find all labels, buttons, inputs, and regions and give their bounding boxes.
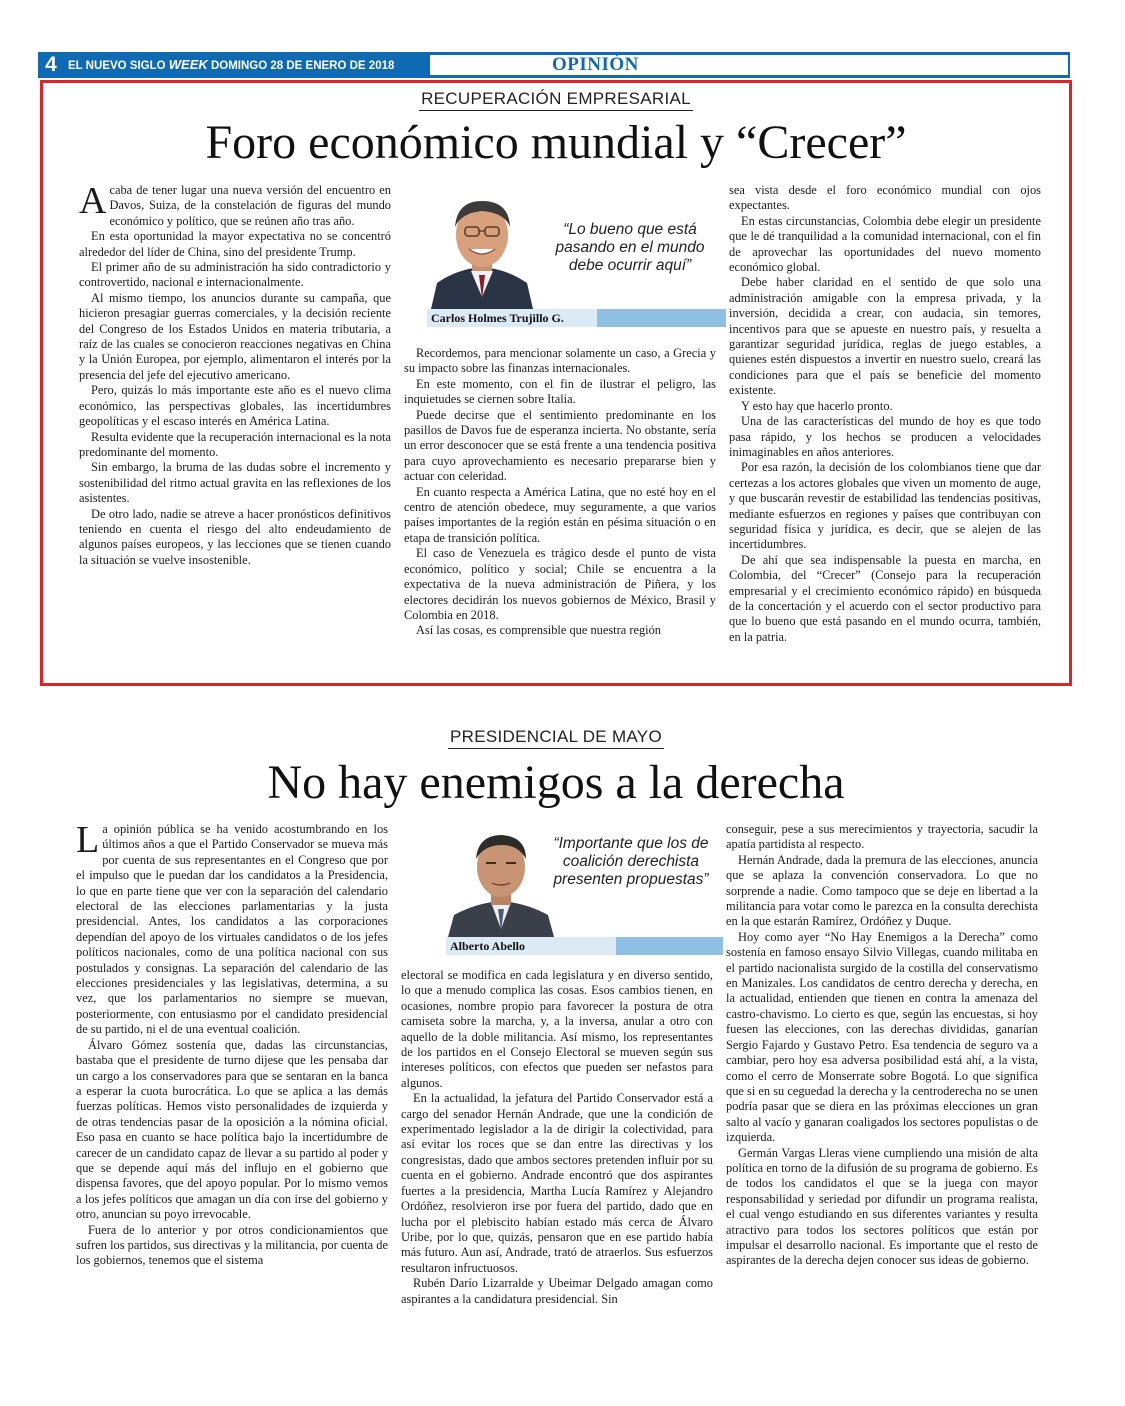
article-foro-economico bbox=[40, 80, 1072, 686]
pull-quote: “Lo bueno que está pasando en el mundo debe ocurrir aquí” bbox=[555, 221, 705, 274]
paragraph: Hernán Andrade, dada la premura de las elecciones, anuncia que se aplaza la convención conservadora. Lo que no sorprende a nadie. Como tampoco que se deje en libertad a la militancia para votar como le parezca en la consulta derechista en la que estarán Ramírez, Ordóñez y Duque. bbox=[726, 852, 1038, 929]
paragraph: La opinión pública se ha venido acostumbrando en los últimos años a que el Partido Conservador se mueva más por cuenta de sus representantes en el Congreso que por el impulso que le puedan dar los candidatos a la Presidencia, lo que en parte tiene que ver con la separación del calendario electoral de las elecciones parlamentarias y la justa presidencial. Antes, los candidatos a las corporaciones dependían del apoyo de los virtuales candidatos o de los jefes políticos nacionales, como de una política nacional con sus postulados y consignas. La separación del calendario de las elecciones presidenciales y las legislativas, determina, a su vez, que los parlamentarios no siempre se muevan, posteriormente, con entusiasmo por el candidato presidencial de su partido, ni el de una eventual coalición. bbox=[76, 819, 388, 1037]
paragraph: Acaba de tener lugar una nueva versión del encuentro en Davos, Suiza, de la constelación de figuras del mundo económico y político, que se reúnen año tras año. bbox=[79, 180, 391, 228]
paragraph: Fuera de lo anterior y por otros condicionamientos que sufren los partidos, sus directivas y la militancia, por cuenta de los gobiernos, tenemos que el sistema bbox=[76, 1222, 388, 1268]
paragraph: En estas circunstancias, Colombia debe elegir un presidente que le dé tranquilidad a la comunidad internacional, con el fin de aprovechar las oportunidades del nuevo momento económico global. bbox=[729, 213, 1041, 275]
article-headline: Foro económico mundial y “Crecer” bbox=[205, 116, 907, 169]
article-column-1 bbox=[76, 819, 388, 1269]
paragraph: En este momento, con el fin de ilustrar el peligro, las inquietudes se ciernen sobre Italia. bbox=[404, 376, 716, 407]
paragraph: En cuanto respecta a América Latina, que no esté hoy en el centro de atención obedece, muy seguramente, a que varios países importantes de la región están en pésima situación o en etapa de transición política. bbox=[404, 484, 716, 545]
section-title: OPINIÓN bbox=[430, 55, 1068, 75]
article-column-2 bbox=[401, 968, 713, 1307]
author-quote-block bbox=[427, 187, 727, 327]
paragraph: De ahí que sea indispensable la puesta en marcha, en Colombia, del “Crecer” (Consejo para la recuperación empresarial y el crecimiento económico rápido) en búsqueda de la concertación y el acuerdo con el sector productivo para que lo bueno que está pasando en el mundo ocurra, también, en la patria. bbox=[729, 552, 1041, 644]
paragraph: Y esto hay que hacerlo pronto. bbox=[741, 398, 893, 413]
article-column-2 bbox=[404, 346, 716, 639]
author-name: Alberto Abello bbox=[446, 937, 616, 955]
paragraph: El caso de Venezuela es trágico desde el punto de vista económico, político y social; Chile se encuentra a la expectativa de la nueva administración de Piñera, y los electores decidirán los nuevos gobiernos de México, Brasil y Colombia en 2018. bbox=[404, 546, 716, 622]
edition-date: DOMINGO 28 DE ENERO DE 2018 bbox=[210, 60, 395, 72]
paragraph: Puede decirse que el sentimiento predominante en los pasillos de Davos fue de esperanza incierta. No obstante, sería un error desconocer que se está frente a una tendencia positiva para cuyo aprovechamiento es necesario prepararse bien y actuar con celeridad. bbox=[404, 407, 716, 484]
paragraph: Rubén Darío Lizarralde y Ubeimar Delgado amagan como aspirantes a la candidatura presidencial. Sin bbox=[401, 1276, 713, 1306]
page-number: 4 bbox=[38, 52, 64, 78]
paragraph: En la actualidad, la jefatura del Partido Conservador está a cargo del senador Hernán Andrade, que une la condición de experimentado legislador a la de dirigir la colectividad, para así evitar los roces que se dan entre las directivas y los congresistas, dado que ambos sectores pretenden influir por su cuenta en el gobierno. Andrade encontró que dos aspirantes fuertes a la presidencia, Martha Lucía Ramírez y Alejandro Ordóñez, resolvieron irse por fuera del partido, dado que en lucha por el plebiscito habían estado más cerca de Álvaro Uribe, por lo que, quizás, pensaron que en ese partido había más futuro. Aun así, Andrade, trató de atraerlos. Sus esfuerzos resultaron infructuosos. bbox=[401, 1091, 713, 1275]
paragraph: electoral se modifica en cada legislatura y en diverso sentido, lo que a menudo complica las cosas. Esos cambios tienen, en ocasiones, nombre propio para favorecer la postura de otra camiseta sobre la marcha, y, a la inversa, anular a otro con aquello de la doble militancia. Así mismo, los representantes de los partidos en el Consejo Electoral se mueven según sus intereses políticos, con efectos que pueden ser nefastos para algunos. bbox=[401, 968, 713, 1090]
paragraph: sea vista desde el foro económico mundial con ojos expectantes. bbox=[729, 183, 1041, 213]
pull-quote: “Importante que los de coalición derechista presenten propuestas” bbox=[553, 835, 709, 888]
paragraph: Germán Vargas Lleras viene cumpliendo una misión de alta política en torno de la difusión de su programa de gobierno. Es de todos los candidatos el que se la juega con mayor responsabilidad y seriedad por difundir un programa realista, el cual vengo estudiando en sus diferentes variantes y resulta atractivo para todos los sectores políticos que están por impulsar el desarrollo nacional. Es importante que el resto de aspirantes de la derecha dejen conocer sus ideas de gobierno. bbox=[726, 1145, 1038, 1268]
paragraph: Resulta evidente que la recuperación internacional es la nota predominante del momento. bbox=[79, 429, 391, 459]
paragraph: En esta oportunidad la mayor expectativa no se concentró alrededor del líder de China, sino del presidente Trump. bbox=[79, 229, 391, 259]
author-name: Carlos Holmes Trujillo G. bbox=[427, 309, 597, 327]
paragraph: El primer año de su administración ha sido contradictorio y controvertido, nacional e internacionalmente. bbox=[79, 260, 391, 290]
author-portrait bbox=[446, 825, 556, 937]
author-name-bar bbox=[446, 937, 723, 955]
paragraph: conseguir, pese a sus merecimientos y trayectoria, sacudir la apatía partidista al respecto. bbox=[726, 822, 1038, 852]
author-portrait bbox=[427, 187, 537, 309]
paragraph: Debe haber claridad en el sentido de que solo una administración amigable con la empresa privada, y la inversión, decidida a crear, con audacia, sin temores, incentivos para que se apueste en nuestro país, y resuelta a garantizar seguridad jurídica, reglas de juego estables, a quienes estén dispuestos a invertir en nuestro suelo, creará las condiciones para que el país se beneficie del momento existente. bbox=[729, 275, 1041, 398]
edition-week: WEEK bbox=[168, 57, 208, 72]
edition-name: EL NUEVO SIGLO bbox=[68, 60, 166, 72]
article-kicker: RECUPERACIÓN EMPRESARIAL bbox=[43, 89, 1069, 111]
drop-cap: A bbox=[79, 180, 107, 222]
paragraph: De otro lado, nadie se atreve a hacer pronósticos definitivos teniendo en cuenta el riesgo del alto endeudamiento de algunos países europeos, y las lecciones que se tienen cuando la situación se vuelve insostenible. bbox=[79, 506, 391, 567]
article-column-3 bbox=[726, 822, 1038, 1269]
paragraph: Sin embargo, la bruma de las dudas sobre el incremento y sostenibilidad del ritmo actual gravita en las reflexiones de los asistentes. bbox=[79, 460, 391, 506]
paragraph: Álvaro Gómez sostenía que, dadas las circunstancias, bastaba que el presidente de turno dijese que les pensaba dar un cargo a los conservadores para que se sentaran en la banca a esperar la cuota burocrática. Lo que se aplica a las demás fuerzas políticas. Hemos visto personalidades de izquierda y de otras tendencias pasar de la oposición a la nómina oficial. Eso pasa en cuanto se hace política bajo la incertidumbre de carecer de un candidato capaz de llevar a su partido al poder y que se depende aquí más del influjo en el gobierno que dispensa favores, que del apoyo popular. Por lo mismo vemos a los jefes políticos que amagan un día con irse del gobierno y otro, anuncian su poyo irrevocable. bbox=[76, 1037, 388, 1222]
author-name-bar bbox=[427, 309, 726, 327]
paragraph: Así las cosas, es comprensible que nuestra región bbox=[416, 623, 661, 638]
paragraph: Por esa razón, la decisión de los colombianos tiene que dar certezas a los actores globales que viven un momento de auge, y que buscarán revestir de estabilidad las tendencias positivas, mediante esfuerzos en regiones y países que contribuyan con seguridad física y jurídica, es decir, que se alejen de las incertidumbres. bbox=[729, 460, 1041, 552]
article-no-hay-enemigos bbox=[40, 725, 1072, 1365]
article-kicker: PRESIDENCIAL DE MAYO bbox=[40, 727, 1072, 749]
article-column-1 bbox=[79, 180, 391, 568]
article-column-3 bbox=[729, 183, 1041, 645]
article-headline: No hay enemigos a la derecha bbox=[267, 756, 845, 809]
drop-cap: L bbox=[76, 819, 100, 861]
paragraph: Hoy como ayer “No Hay Enemigos a la Derecha” como sostenía en famoso ensayo Silvio Villegas, cuando militaba en el partido nacionalista surgido de la costilla del conservatismo en Manizales. Los candidatos de centro derecha y derecha, en la actualidad, entienden que tienen en contra la amenaza del castro-chavismo. Lo cierto es que, según las encuestas, si hoy fuesen las elecciones, con las derechas divididas, ganarían Sergio Fajardo y Gustavo Petro. Esa tendencia de seguro va a cambiar, pero hoy esa adversa posibilidad está ahí, a la vista, como el cerro de Monserrate sobre Bogotá. Lo que significa que si en su ceguedad la derecha y la centroderecha no se unen podría pasar que se diera en las próximas elecciones un gran salto al vacío y ganaran coaligados los sectores populistas o de izquierda. bbox=[726, 929, 1038, 1145]
edition-line bbox=[68, 52, 428, 78]
paragraph: Recordemos, para mencionar solamente un caso, a Grecia y su impacto sobre las finanzas internacionales. bbox=[404, 346, 716, 376]
paragraph: Al mismo tiempo, los anuncios durante su campaña, que hicieron presagiar guerras comerciales, y la decisión reciente del Congreso de los Estados Unidos en materia tributaria, a raíz de las cuales se conocieron reacciones negativas en China y la Unión Europea, por ejemplo, alimentaron el interés por la presencia del jefe del ejecutivo americano. bbox=[79, 290, 391, 382]
author-quote-block bbox=[424, 825, 724, 955]
page-header bbox=[38, 52, 1070, 78]
paragraph: Pero, quizás lo más importante este año es el nuevo clima económico, las perspectivas globales, las incertidumbres geopolíticas y el escaso interés en América Latina. bbox=[79, 383, 391, 429]
paragraph: Una de las características del mundo de hoy es que todo pasa rápido, y los hechos se producen a velocidades inimaginables en años anteriores. bbox=[729, 414, 1041, 459]
